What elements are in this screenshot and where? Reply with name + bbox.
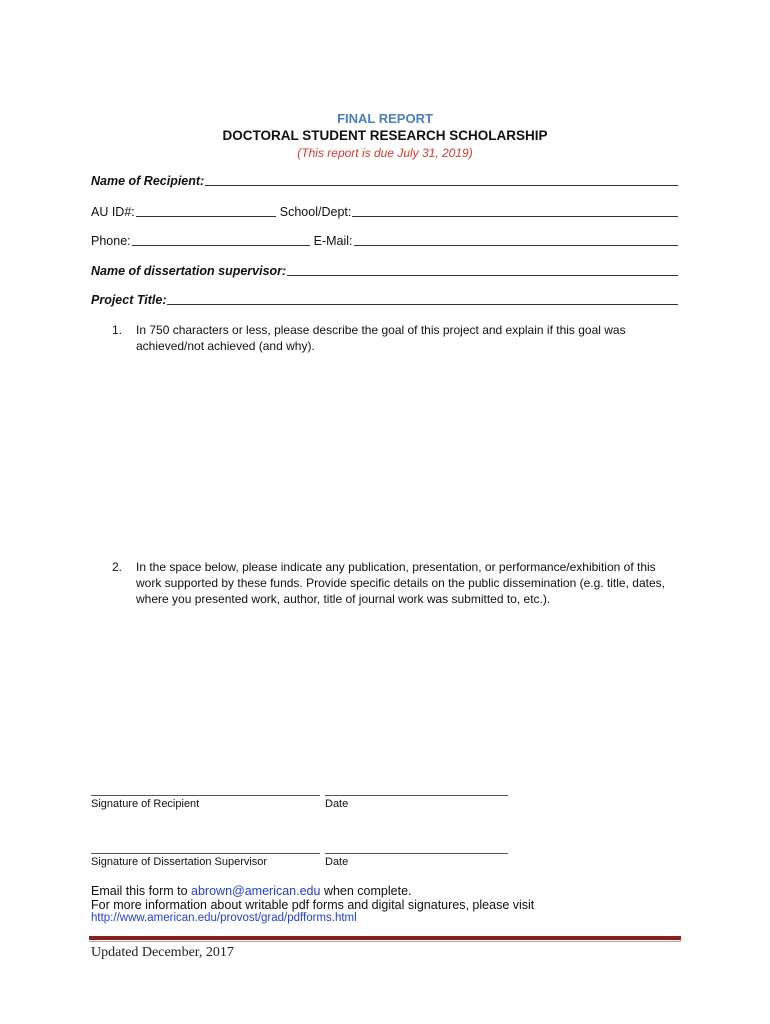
question-2: [112, 559, 672, 607]
updated-date: Updated December, 2017: [91, 945, 234, 960]
school-dept-field[interactable]: [352, 204, 678, 217]
project-title-field[interactable]: [167, 292, 678, 305]
phone-field[interactable]: [132, 233, 310, 246]
recipient-signature-label: Signature of Recipient: [91, 798, 200, 810]
project-title-row: [91, 291, 678, 307]
question-text: In the space below, please indicate any publication, presentation, or performance/exhibition of this work supported by these funds. Provide specific details on the public dissemination (e.g. title, dates, where you presented work, author, title of journal work was submitted to, etc.).: [136, 560, 665, 606]
contact-email-line: [91, 884, 691, 898]
final-report-heading: FINAL REPORT: [337, 111, 433, 126]
question-text: In 750 characters or less, please describe the goal of this project and explain if this goal was achieved/not achieved (and why).: [136, 323, 626, 353]
due-date-note: (This report is due July 31, 2019): [297, 146, 473, 160]
phone-label: Phone:: [91, 234, 131, 248]
email-field[interactable]: [354, 233, 678, 246]
footer-rule-thin: [89, 941, 681, 942]
recipient-name-label: Name of Recipient:: [91, 174, 205, 188]
question-1: [112, 322, 672, 354]
supervisor-field[interactable]: [287, 263, 678, 276]
supervisor-signature-label: Signature of Dissertation Supervisor: [91, 856, 268, 868]
project-title-label: Project Title:: [91, 293, 167, 307]
question-1-answer-area[interactable]: [112, 360, 672, 550]
recipient-name-field[interactable]: [205, 173, 678, 186]
recipient-date-label: Date: [325, 798, 349, 810]
supervisor-row: [91, 262, 678, 278]
question-2-answer-area[interactable]: [112, 612, 672, 782]
email-prefix: Email this form to: [91, 884, 192, 898]
recipient-date-line[interactable]: [325, 795, 508, 796]
form-title: DOCTORAL STUDENT RESEARCH SCHOLARSHIP: [222, 128, 548, 143]
school-dept-label: School/Dept:: [279, 205, 352, 219]
recipient-name-row: [91, 172, 678, 188]
email-label: E-Mail:: [313, 234, 353, 248]
supervisor-date-line[interactable]: [325, 853, 508, 854]
phone-email-row: [91, 232, 678, 248]
footer-rule: [89, 936, 681, 940]
recipient-signature-line[interactable]: [91, 795, 320, 796]
pdf-info-text: For more information about writable pdf forms and digital signatures, please visit: [91, 898, 535, 912]
question-number: 2.: [112, 560, 123, 574]
au-id-school-row: [91, 203, 678, 219]
supervisor-date-label: Date: [325, 856, 349, 868]
supervisor-label: Name of dissertation supervisor:: [91, 264, 287, 278]
au-id-label: AU ID#:: [91, 205, 135, 219]
question-number: 1.: [112, 323, 123, 337]
pdf-forms-link[interactable]: http://www.american.edu/provost/grad/pdfforms.html: [91, 912, 357, 924]
email-suffix: when complete.: [320, 884, 412, 898]
email-link[interactable]: abrown@american.edu: [191, 884, 321, 898]
au-id-field[interactable]: [136, 204, 276, 217]
supervisor-signature-line[interactable]: [91, 853, 320, 854]
